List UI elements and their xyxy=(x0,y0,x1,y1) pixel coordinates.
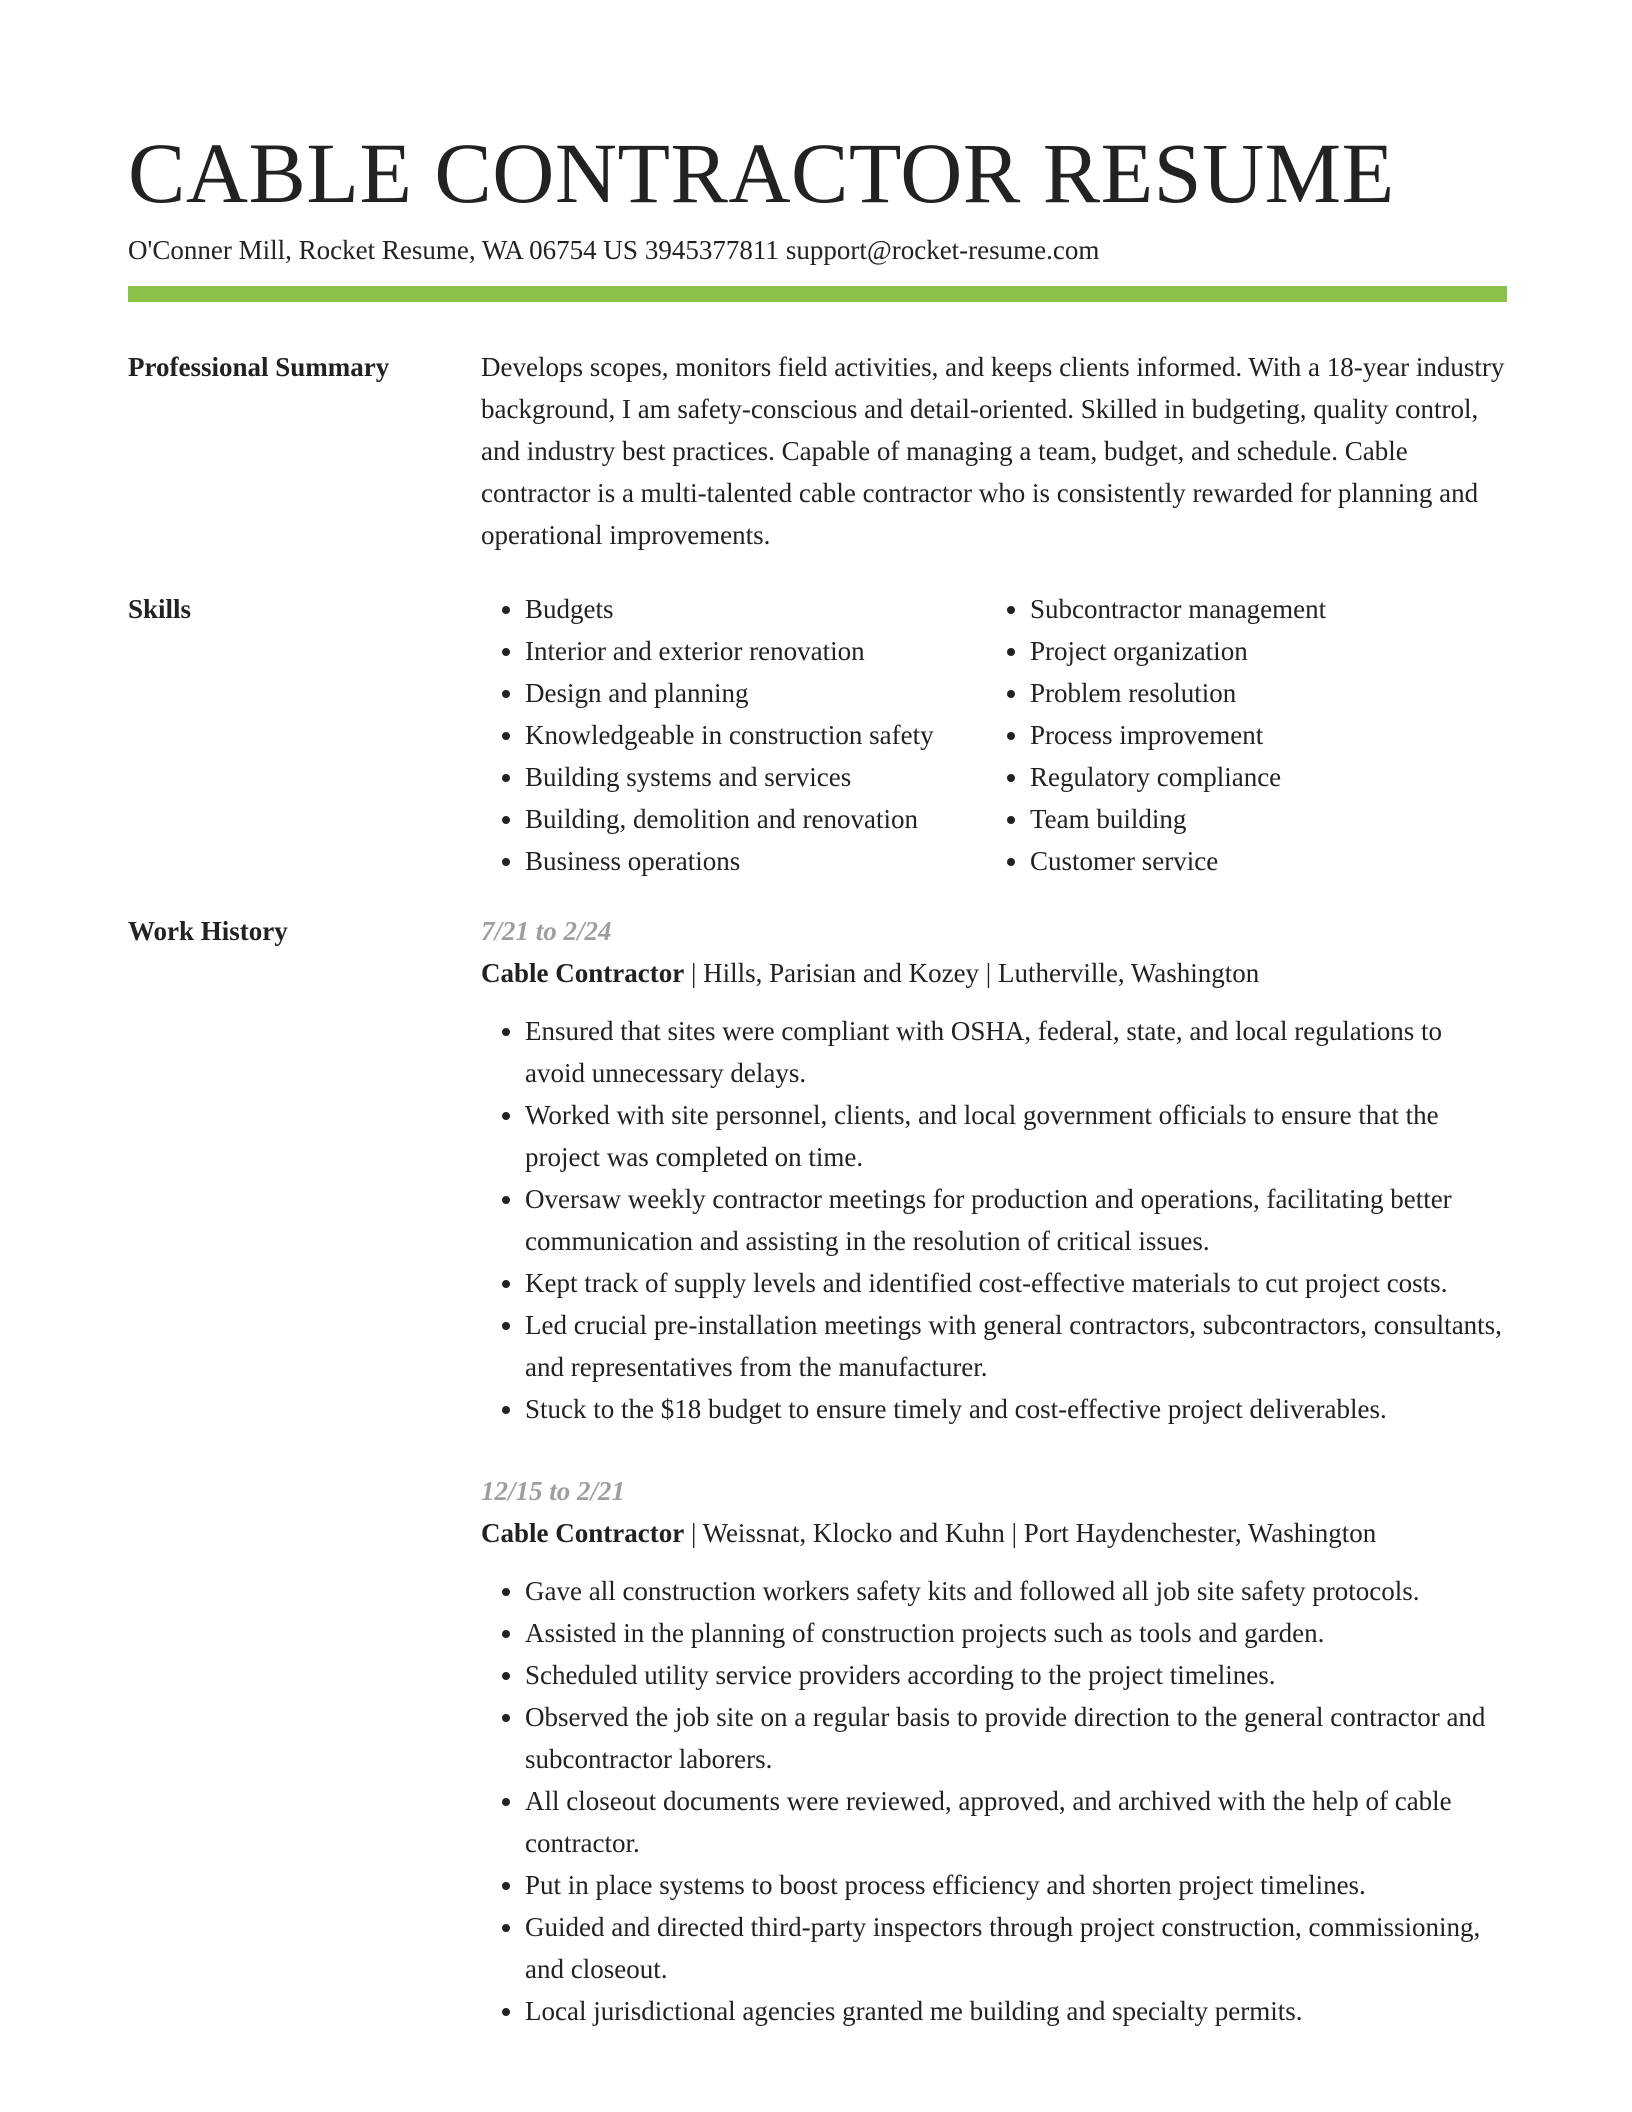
job-bullet: • Gave all construction workers safety kits and followed all job site safety protocols. xyxy=(525,1570,1507,1612)
job-bullet: • Scheduled utility service providers according to the project timelines. xyxy=(525,1654,1507,1696)
summary-heading: Professional Summary xyxy=(128,352,390,382)
skill-item: • Problem resolution xyxy=(1030,672,1326,714)
job-bullet: • Kept track of supply levels and identified cost-effective materials to cut project costs. xyxy=(525,1262,1507,1304)
skill-item: • Knowledgeable in construction safety xyxy=(525,714,986,756)
skill-item: • Process improvement xyxy=(1030,714,1326,756)
job-header xyxy=(481,952,1507,994)
work-history-heading: Work History xyxy=(128,916,288,946)
job-dates: 7/21 to 2/24 xyxy=(481,916,612,946)
skill-item: • Customer service xyxy=(1030,840,1326,882)
skill-item: • Business operations xyxy=(525,840,986,882)
skill-item: • Budgets xyxy=(525,588,986,630)
accent-divider xyxy=(128,286,1507,302)
skill-item: • Project organization xyxy=(1030,630,1326,672)
contact-address: O'Conner Mill, Rocket Resume, WA 06754 US xyxy=(128,235,638,265)
skills-list-left xyxy=(481,588,986,882)
contact-phone: 3945377811 xyxy=(644,235,779,265)
job-details: | Hills, Parisian and Kozey | Lutherville, Washington xyxy=(684,958,1260,988)
skills-list-right xyxy=(986,588,1326,882)
job-bullet: • Led crucial pre-installation meetings with general contractors, subcontractors, consultants, and representatives from the manufacturer. xyxy=(525,1304,1507,1388)
job-bullets xyxy=(481,1010,1507,1430)
job-bullet: • Assisted in the planning of construction projects such as tools and garden. xyxy=(525,1612,1507,1654)
job-bullets xyxy=(481,1570,1507,2032)
job-bullet: • Observed the job site on a regular basis to provide direction to the general contractor and subcontractor laborers. xyxy=(525,1696,1507,1780)
summary-body xyxy=(481,346,1507,556)
skills-columns xyxy=(481,588,1507,882)
job-bullet: • All closeout documents were reviewed, approved, and archived with the help of cable contractor. xyxy=(525,1780,1507,1864)
skill-item: • Regulatory compliance xyxy=(1030,756,1326,798)
skills-heading: Skills xyxy=(128,594,192,624)
skill-item: • Team building xyxy=(1030,798,1326,840)
contact-email: support@rocket-resume.com xyxy=(785,235,1100,265)
job-entry xyxy=(481,1470,1507,2032)
skill-item: • Building, demolition and renovation xyxy=(525,798,986,840)
job-dates: 12/15 to 2/21 xyxy=(481,1476,626,1506)
skill-item: • Building systems and services xyxy=(525,756,986,798)
job-bullet: • Local jurisdictional agencies granted me building and specialty permits. xyxy=(525,1990,1507,2032)
skill-item: • Interior and exterior renovation xyxy=(525,630,986,672)
skill-item: • Subcontractor management xyxy=(1030,588,1326,630)
work-history-body xyxy=(481,910,1507,2032)
job-bullet: • Guided and directed third-party inspectors through project construction, commissioning, and closeout. xyxy=(525,1906,1507,1990)
job-title: Cable Contractor xyxy=(481,958,685,988)
job-bullet: • Put in place systems to boost process efficiency and shorten project timelines. xyxy=(525,1864,1507,1906)
job-bullet: • Worked with site personnel, clients, and local government officials to ensure that the project was completed on time. xyxy=(525,1094,1507,1178)
job-bullet: • Oversaw weekly contractor meetings for production and operations, facilitating better communication and assisting in the resolution of critical issues. xyxy=(525,1178,1507,1262)
job-bullet: • Stuck to the $18 budget to ensure timely and cost-effective project deliverables. xyxy=(525,1388,1507,1430)
job-bullet: • Ensured that sites were compliant with OSHA, federal, state, and local regulations to avoid unnecessary delays. xyxy=(525,1010,1507,1094)
summary-text: Develops scopes, monitors field activities, and keeps clients informed. With a 18-year industry background, I am safety-conscious and detail-oriented. Skilled in budgeting, quality control, and industry best practices. Capable of managing a team, budget, and schedule. Cable contractor is a multi-talented cable contractor who is consistently rewarded for planning and operational improvements. xyxy=(481,352,1505,550)
contact-line xyxy=(128,230,1099,270)
skills-body xyxy=(481,588,1507,882)
resume-title: CABLE CONTRACTOR RESUME xyxy=(128,125,1395,221)
job-entry xyxy=(481,910,1507,1430)
job-details: | Weissnat, Klocko and Kuhn | Port Haydenchester, Washington xyxy=(684,1518,1377,1548)
skill-item: • Design and planning xyxy=(525,672,986,714)
job-header xyxy=(481,1512,1507,1554)
job-title: Cable Contractor xyxy=(481,1518,685,1548)
